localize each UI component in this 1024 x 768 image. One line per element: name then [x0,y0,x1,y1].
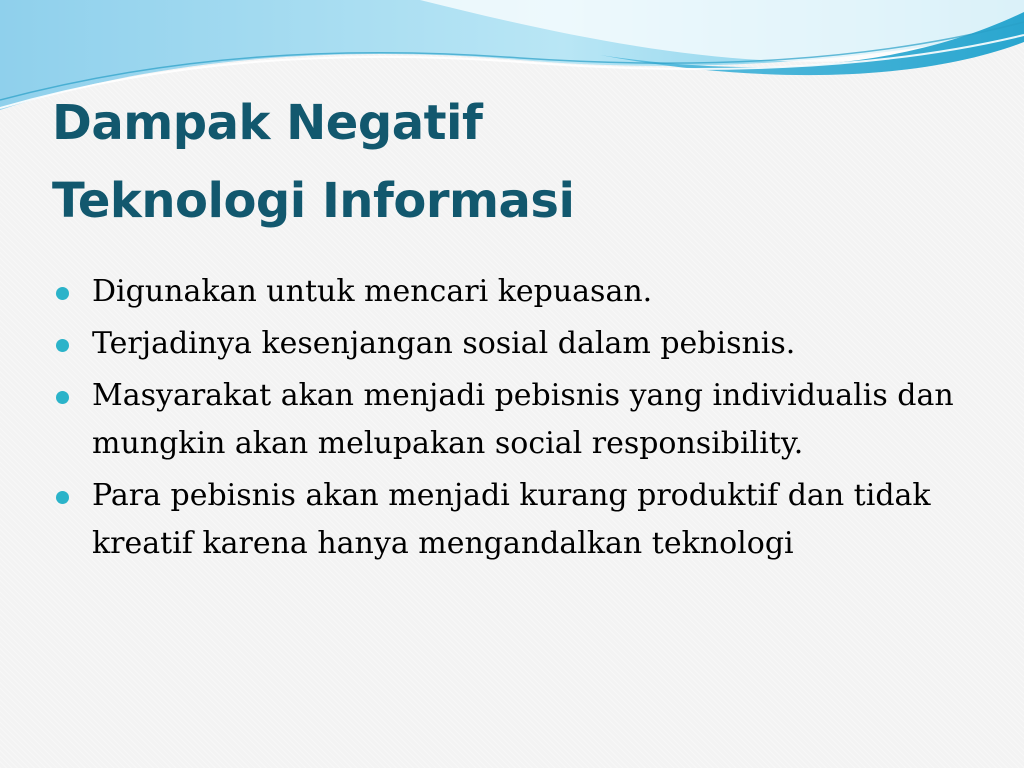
bullet-dot-icon [56,391,69,404]
bullet-dot-icon [56,491,69,504]
slide-title-line-1: Dampak Negatif [52,95,483,151]
bullet-item [56,472,956,568]
bullet-dot-icon [56,339,69,352]
bullet-text: Masyarakat akan menjadi pebisnis yang individualis dan mungkin akan melupakan social responsibility. [92,378,954,461]
bullet-text: Terjadinya kesenjangan sosial dalam pebisnis. [92,326,796,361]
bullet-item [56,320,956,368]
bullet-list [56,268,956,572]
slide-title [52,84,952,240]
bullet-text: Para pebisnis akan menjadi kurang produktif dan tidak kreatif karena hanya mengandalkan teknologi [92,478,931,561]
slide-title-line-2: Teknologi Informasi [52,173,575,229]
bullet-item [56,372,956,468]
bullet-text: Digunakan untuk mencari kepuasan. [92,274,653,309]
bullet-item [56,268,956,316]
bullet-dot-icon [56,287,69,300]
